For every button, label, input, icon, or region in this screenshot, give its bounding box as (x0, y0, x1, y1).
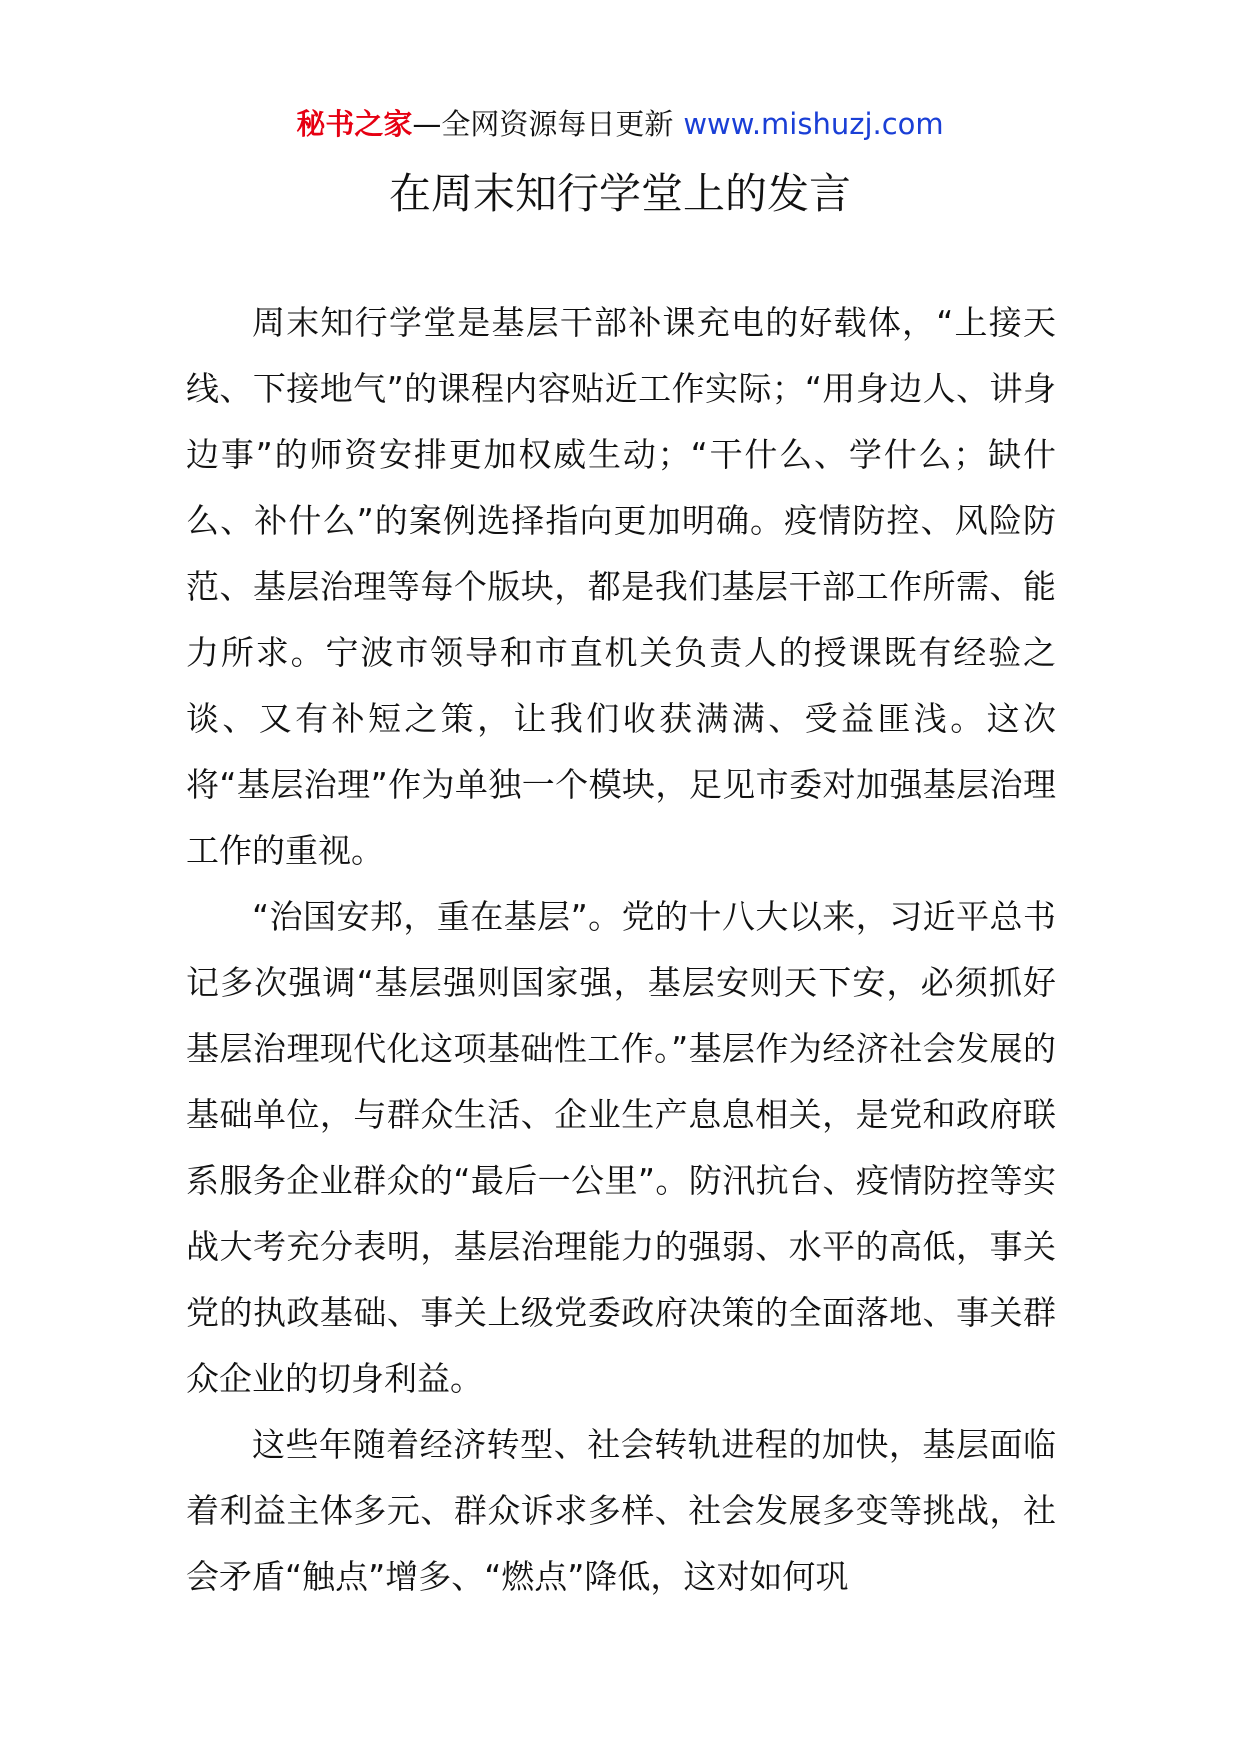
site-url-link[interactable]: www.mishuzj.com (683, 107, 944, 141)
site-header (0, 104, 1240, 144)
body-paragraph: 周末知行学堂是基层干部补课充电的好载体，“上接天线、下接地气”的课程内容贴近工作实际；“用身边人、讲身边事”的师资安排更加权威生动；“干什么、学什么；缺什么、补什么”的案例选择指向更加明确。疫情防控、风险防范、基层治理等每个版块，都是我们基层干部工作所需、能力所求。宁波市领导和市直机关负责人的授课既有经验之谈、又有补短之策，让我们收获满满、受益匪浅。这次将“基层治理”作为单独一个模块，足见市委对加强基层治理工作的重视。 (186, 303, 1056, 870)
brand-name: 秘书之家 (296, 107, 413, 141)
header-tagline: —全网资源每日更新 (412, 107, 674, 141)
body-paragraph: 这些年随着经济转型、社会转轨进程的加快，基层面临着利益主体多元、群众诉求多样、社会发展多变等挑战，社会矛盾“触点”增多、“燃点”降低，这对如何巩 (186, 1425, 1056, 1596)
document-body (186, 290, 1056, 1610)
document-title: 在周末知行学堂上的发言 (388, 169, 851, 218)
body-paragraph: “治国安邦，重在基层”。党的十八大以来，习近平总书记多次强调“基层强则国家强，基层安则天下安，必须抓好基层治理现代化这项基础性工作。”基层作为经济社会发展的基础单位，与群众生活、企业生产息息相关，是党和政府联系服务企业群众的“最后一公里”。防汛抗台、疫情防控等实战大考充分表明，基层治理能力的强弱、水平的高低，事关党的执政基础、事关上级党委政府决策的全面落地、事关群众企业的切身利益。 (186, 897, 1056, 1398)
